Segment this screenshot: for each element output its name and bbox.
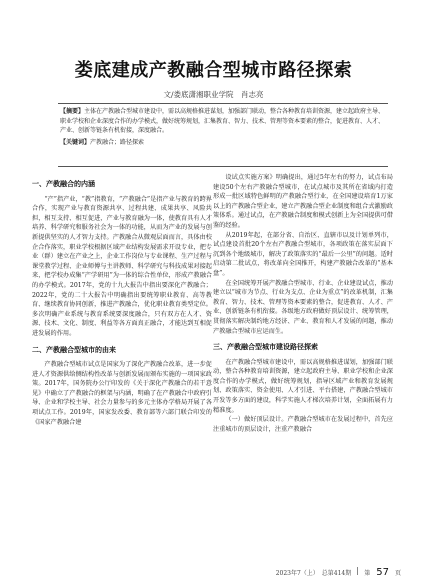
right-column — [213, 173, 393, 567]
keywords-line — [60, 138, 386, 148]
paragraph: “产”指产业，“教”指教育，“产教融合”是指产业与教育的跨界合作，实现产业与教育资源共享、过程共建、成果共享、风险共担，相互支持、相互促进，产业与教育融为一体，使教育具有人才培养、科学研究和服务社会为一体的功能，从而为产业的发展与创新提供坚实的人才智力支持。产教融合从微观层面而言，具体由校企合作落实，职业学校根据区域产业结构发展需求开设专业，把专业（群）建立在产业之上，企业工作岗位与专业课程、生产过程与课堂教学过程、企业师傅与主讲教师、科学研究与科技成果对接起来，把学校办成集“产学研用”为一体的综合性单位，形成产教融合的办学模式。2017年，党的十九大报告中指出要深化产教融合；2022年，党的二十大报告中明确指出要统筹职业教育、高等教育、继续教育协同创新，推进产教融合，优化职业教育类型定位。多次明确产业系统与教育系统要深度融合，只有双方在人才、资源、技术、文化、制度、利益等各方面真正融合，才能达到互相促进发展的作用。 — [32, 195, 212, 337]
paragraph: 设试点实施方案》明确提出，通过5年左右的努力，试点布局建设50个左右产教融合型城市，在试点城市及其所在省域内打造形成一批区域特色鲜明的产教融合型行业，在全国建设培育1万家以上的产教融合型企业，建立产教融合型企业制度和组合式激励政策体系。通过试点，在产教融合制度和模式创新上为全国提供可借鉴的经验。 — [213, 174, 393, 229]
abstract-box — [58, 103, 388, 167]
section-heading-1: 一、产教融合的内涵 — [32, 180, 95, 188]
article-byline: 文/娄底潇湘职业学院 肖志亮 — [163, 90, 264, 99]
issue-info: 2023年7（上） 总第414期 — [275, 570, 352, 577]
paragraph: 在产教融合型城市建设中，需以高规格推进谋划，加强部门联动，整合各种教育培训资源，建立起政府主导、职业学校和企业深度合作的办学模式，做好统筹规划，指导区域产业和教育发展规划、政策落实、资金使用、人才引进、平台搭建，产教融合型城市开发等多方面的建设，科学实施人才梯次培养计划，全面拓展有力精准度。 — [213, 358, 393, 414]
section-heading-3: 三、产教融合型城市建设路径探索 — [213, 343, 318, 352]
section-heading-2: 二、产教融合型城市的由来 — [32, 345, 116, 354]
left-column — [32, 173, 212, 567]
paragraph: 在全国统筹开展产教融合型城市、行业、企业建设试点，推动建立以“城市为节点、行业为支点、企业为重点”的改革机制，汇集教育、智力、技术、管理等资本要素的整合，促进教育、人才、产业、创新链条有机衔接。各级地方政府做好顶层设计、统筹管理，贯彻落实解决制约地方经济、产业、教育和人才发展的问题，推动产教融合型城市应运而生。 — [213, 279, 393, 335]
abstract-text: 主体在产教融合型城市建设中，需以高规格推进谋划，加强部门联动，整合各种教育培训资源，建立起政府主导、职业学校和企业深度合作的办学模式，做好统筹规划，汇集教育、智力、技术、管理等资本要素的整合，促进教育、人才、产业、创新等链条有机衔接，深度融合。 — [60, 108, 385, 135]
paragraph: 产教融合型城市试点是国家为了深化产教融合改革，进一步促进人才资源供给侧结构性改革与创新发展而颁布实施的一项国家政策。2017年，国务院办公厅印发的《关于深化产教融合的若干意见》中确立了产教融合的框架与内涵，明确了在产教融合中政府引导、企业和学校主导、社会力量参与的多元主体办学格局开展了各项试点工作。2019年，国家发改委、教育部等六部门联合印发的《国家产教融合建 — [32, 361, 212, 426]
paragraph: 从2019年起，在部分省、自治区、直辖市以及计划单列市，试点建设首批20个左右产教融合型城市，各项政策在落实层面下沉到各个地级城市，解决了政策落实的“最后一公里”的问题。适时启动第二批试点，将改革向全国推开，构建产教融合改革的“基本盘”。 — [213, 231, 393, 277]
keywords-label: 【关键词】 — [60, 138, 91, 146]
paragraph: （一）做好顶层设计。产教融合型城市在发展过程中，首先应注重城市的顶层设计，注重产教融合 — [213, 416, 393, 433]
page-footer — [276, 567, 401, 578]
abstract-label: 【摘要】 — [60, 108, 85, 115]
page-prefix: 第 — [364, 570, 371, 577]
page-suffix: 页 — [394, 570, 401, 577]
article-title: 娄底建成产教融合型城市路径探索 — [74, 60, 353, 81]
footer-divider — [357, 567, 358, 575]
page-number: 57 — [376, 567, 389, 578]
keywords-text: 产教融合；路径探索 — [90, 138, 145, 146]
